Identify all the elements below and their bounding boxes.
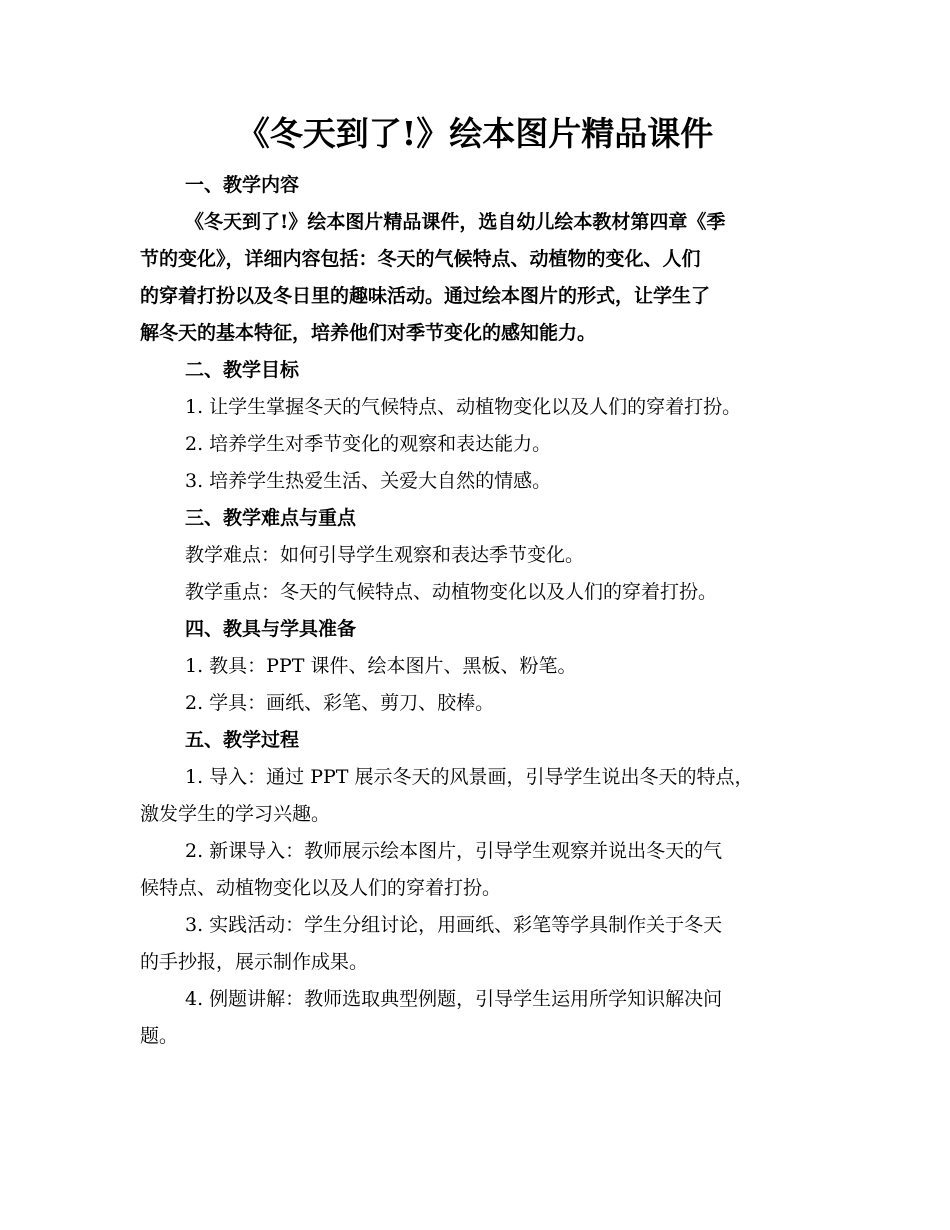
content-paragraph-line: 解冬天的基本特征，培养他们对季节变化的感知能力。 bbox=[140, 322, 597, 344]
process-line: 2. 新课导入：教师展示绘本图片，引导学生观察并说出冬天的气 bbox=[185, 840, 723, 862]
section-heading-objectives: 二、教学目标 bbox=[185, 359, 300, 381]
process-line: 的手抄报，展示制作成果。 bbox=[140, 951, 369, 973]
materials-item: 2. 学具：画纸、彩笔、剪刀、胶棒。 bbox=[185, 692, 495, 714]
process-line: 4. 例题讲解：教师选取典型例题，引导学生运用所学知识解决问 bbox=[185, 988, 723, 1010]
document-title: 《冬天到了!》绘本图片精品课件 bbox=[236, 114, 714, 153]
content-paragraph-line: 《冬天到了!》绘本图片精品课件，选自幼儿绘本教材第四章《季 bbox=[185, 211, 726, 233]
section-heading-process: 五、教学过程 bbox=[185, 729, 300, 751]
process-line: 1. 导入：通过 PPT 展示冬天的风景画，引导学生说出冬天的特点， bbox=[185, 766, 754, 788]
section-heading-difficulty-key: 三、教学难点与重点 bbox=[185, 507, 357, 529]
teaching-key-point: 教学重点：冬天的气候特点、动植物变化以及人们的穿着打扮。 bbox=[185, 581, 718, 603]
section-heading-materials: 四、教具与学具准备 bbox=[185, 618, 357, 640]
content-paragraph-line: 的穿着打扮以及冬日里的趣味活动。通过绘本图片的形式，让学生了 bbox=[140, 285, 711, 307]
materials-item: 1. 教具：PPT 课件、绘本图片、黑板、粉笔。 bbox=[185, 655, 577, 677]
process-line: 候特点、动植物变化以及人们的穿着打扮。 bbox=[140, 877, 502, 899]
process-line: 3. 实践活动：学生分组讨论，用画纸、彩笔等学具制作关于冬天 bbox=[185, 914, 723, 936]
objective-item: 1. 让学生掌握冬天的气候特点、动植物变化以及人们的穿着打扮。 bbox=[185, 396, 742, 418]
process-line: 激发学生的学习兴趣。 bbox=[140, 803, 331, 825]
section-heading-content: 一、教学内容 bbox=[185, 174, 300, 196]
teaching-difficulty: 教学难点：如何引导学生观察和表达季节变化。 bbox=[185, 544, 585, 566]
content-paragraph-line: 节的变化》，详细内容包括：冬天的气候特点、动植物的变化、人们 bbox=[140, 248, 701, 270]
process-line: 题。 bbox=[140, 1025, 179, 1047]
objective-item: 2. 培养学生对季节变化的观察和表达能力。 bbox=[185, 433, 552, 455]
objective-item: 3. 培养学生热爱生活、关爱大自然的情感。 bbox=[185, 470, 552, 492]
